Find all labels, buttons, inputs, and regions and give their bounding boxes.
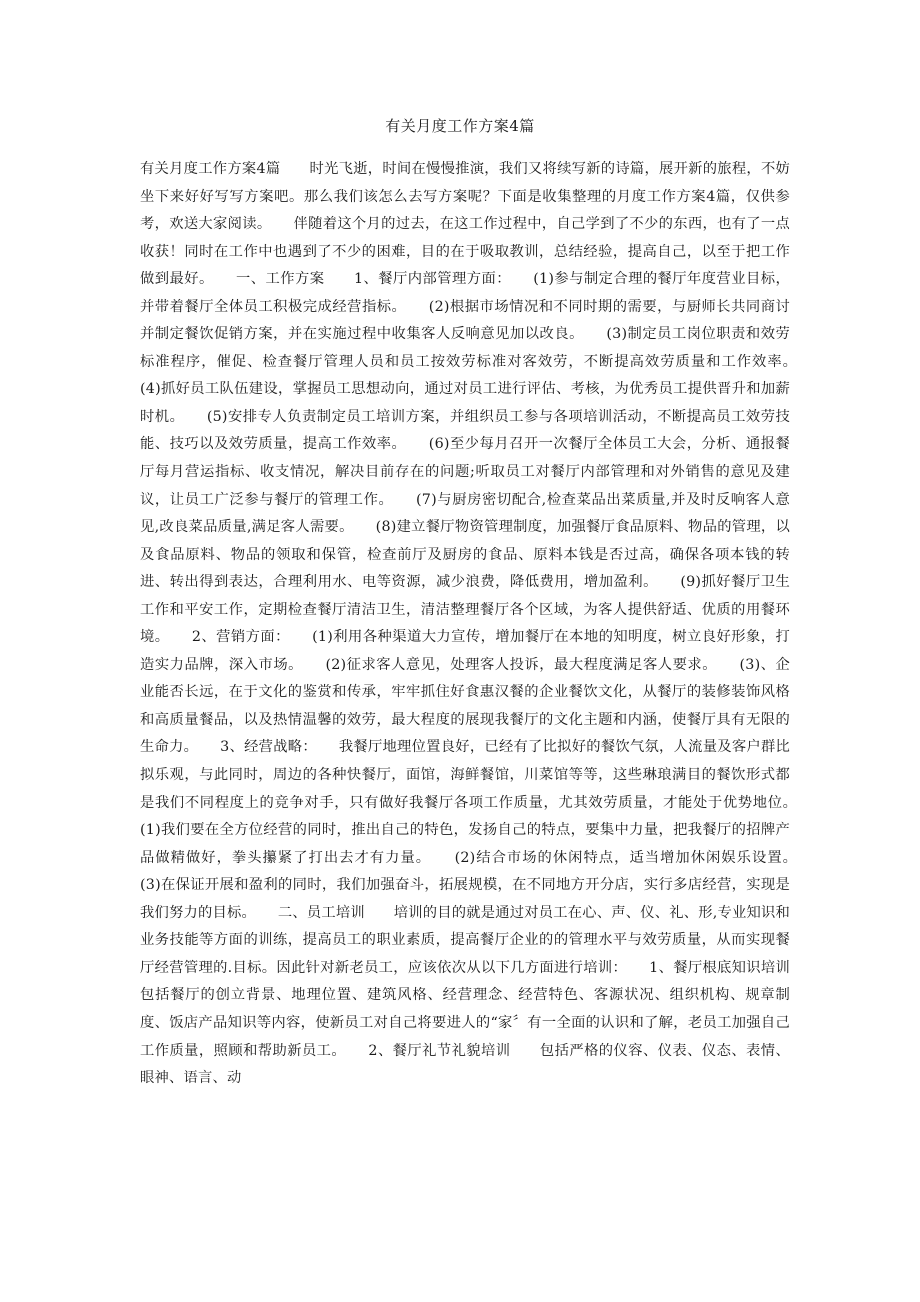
document-body-text: 有关月度工作方案4篇 时光飞逝，时间在慢慢推演，我们又将续写新的诗篇，展开新的旅程，不妨坐下来好好写写方案吧。那么我们该怎么去写方案呢？下面是收集整理的月度工作方案4篇，仅供参考，欢送大家阅读。 伴随着这个月的过去，在这工作过程中，自己学到了不少的东西，也有了一点收获！同时在工作中也遇到了不少的困难，目的在于吸取教训，总结经验，提高自己，以至于把工作做到最好。 一、工作方案 1、餐厅内部管理方面： (1)参与制定合理的餐厅年度营业目标，并带着餐厅全体员工积极完成经营指标。 (2)根据市场情况和不同时期的需要，与厨师长共同商讨并制定餐饮促销方案，并在实施过程中收集客人反响意见加以改良。 (3)制定员工岗位职责和效劳标准程序，催促、检查餐厅管理人员和员工按效劳标准对客效劳，不断提高效劳质量和工作效率。 (4)抓好员工队伍建设，掌握员工思想动向，通过对员工进行评估、考核，为优秀员工提供晋升和加薪时机。 (5)安排专人负责制定员工培训方案，并组织员工参与各项培训活动，不断提高员工效劳技能、技巧以及效劳质量，提高工作效率。 (6)至少每月召开一次餐厅全体员工大会，分析、通报餐厅每月营运指标、收支情况，解决目前存在的问题;听取员工对餐厅内部管理和对外销售的意见及建议，让员工广泛参与餐厅的管理工作。 (7)与厨房密切配合,检查菜品出菜质量,并及时反响客人意见,改良菜品质量,满足客人需要。 (8)建立餐厅物资管理制度，加强餐厅食品原料、物品的管理，以及食品原料、物品的领取和保管，检查前厅及厨房的食品、原料本钱是否过高，确保各项本钱的转进、转出得到表达，合理利用水、电等资源，减少浪费，降低费用，增加盈利。 (9)抓好餐厅卫生工作和平安工作，定期检查餐厅清洁卫生，清洁整理餐厅各个区域，为客人提供舒适、优质的用餐环境。 2、营销方面： (1)利用各种渠道大力宣传，增加餐厅在本地的知明度，树立良好形象，打造实力品牌，深入市场。 (2)征求客人意见，处理客人投诉，最大程度满足客人要求。 (3)、企业能否长远，在于文化的鉴赏和传承，牢牢抓住好食惠汉餐的企业餐饮文化，从餐厅的装修装饰风格和高质量餐品，以及热情温馨的效劳，最大程度的展现我餐厅的文化主题和内涵，使餐厅具有无限的生命力。 3、经营战略： 我餐厅地理位置良好，已经有了比拟好的餐饮气氛，人流量及客户群比拟乐观，与此同时，周边的各种快餐厅，面馆，海鲜餐馆，川菜馆等等，这些琳琅满目的餐饮形式都是我们不同程度上的竞争对手，只有做好我餐厅各项工作质量，尤其效劳质量，才能处于优势地位。 (1)我们要在全方位经营的同时，推出自己的特色，发扬自己的特点，要集中力量，把我餐厅的招牌产品做精做好，拳头攥紧了打出去才有力量。 (2)结合市场的休闲特点，适当增加休闲娱乐设置。 (3)在保证开展和盈利的同时，我们加强奋斗，拓展规模，在不同地方开分店，实行多店经营，实现是我们努力的目标。 二、员工培训 培训的目的就是通过对员工在心、声、仪、礼、形,专业知识和业务技能等方面的训练，提高员工的职业素质，提高餐厅企业的的管理水平与效劳质量，从而实现餐厅经营管理的.目标。因此针对新老员工，应该依次从以下几方面进行培训： 1、餐厅根底知识培训 包括餐厅的创立背景、地理位置、建筑风格、经营理念、经营特色、客源状况、组织机构、规章制度、饭店产品知识等内容，使新员工对自己将要进人的“家〞有一全面的认识和了解，老员工加强自己工作质量，照顾和帮助新员工。 2、餐厅礼节礼貌培训 包括严格的仪容、仪表、仪态、表情、眼神、语言、动 [140,161,819,1087]
document-title: 有关月度工作方案4篇 [385,117,535,135]
